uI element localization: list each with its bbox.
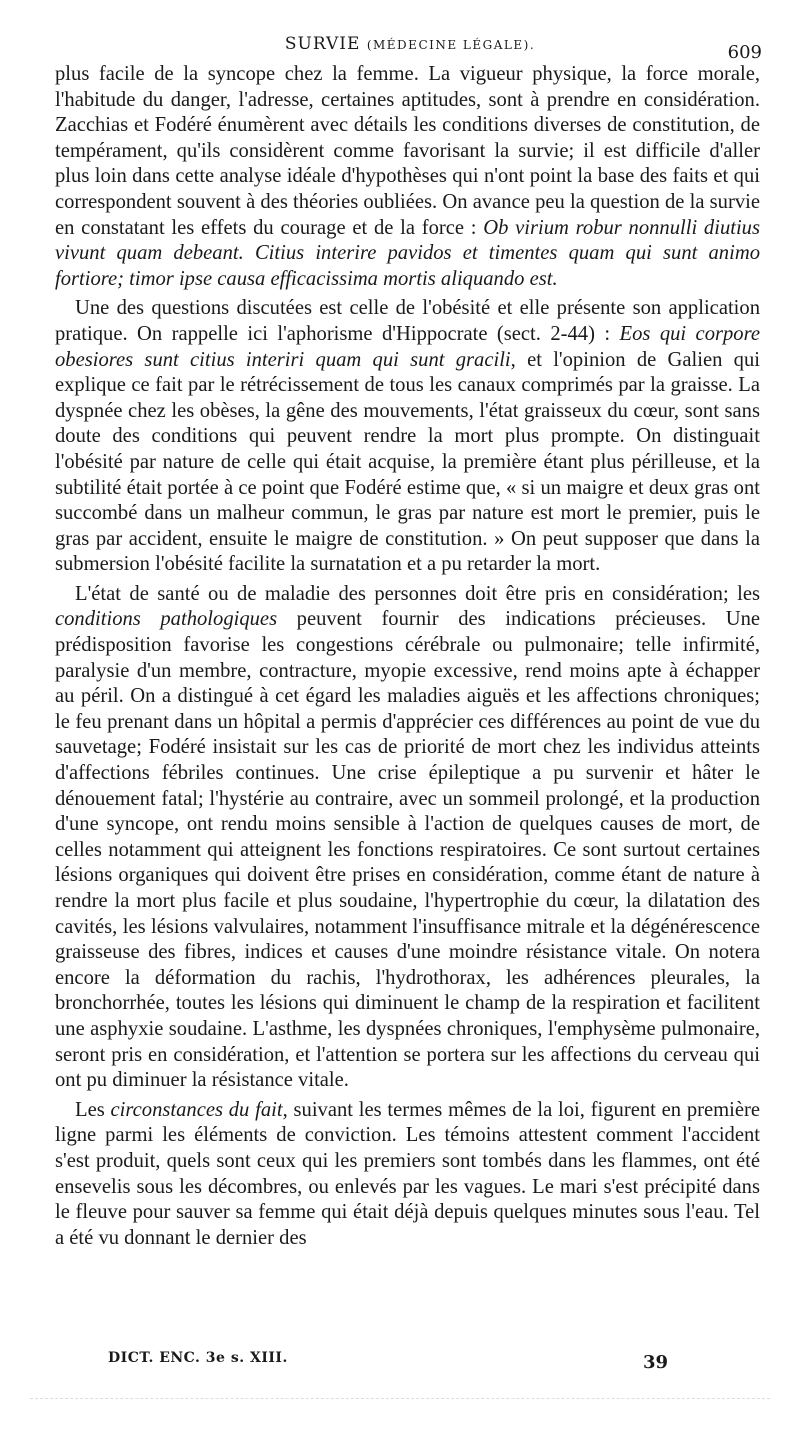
paragraph-4 [55,1098,760,1252]
paragraph-2 [55,296,760,578]
signature-mark: DICT. ENC. 3e s. XIII. [108,1350,288,1366]
running-title-main: SURVIE [284,34,361,54]
italic-term: circonstances du fait [110,1098,283,1121]
running-title-subtitle: (MÉDECINE LÉGALE). [366,38,536,52]
text-run: peuvent fournir des indications précieuses. Une prédisposition favorise les congestions cérébrale ou pulmonaire; telle infirmité, paralysie d'un membre, contracture, myopie excessive, rend moins apte à échapper au péril. On a distingué à cet égard les maladies aiguës et les affections chroniques; le feu prenant dans un hôpital a permis d'apprécier ces différences au point de vue du sauvetage; Fodéré insistait sur les cas de priorité de mort chez les individus atteints d'affections fébriles continues. Une crise épileptique a pu survenir et hâter le dénouement fatal; l'hystérie au contraire, avec un sommeil prolongé, et la production d'une syncope, ont rendu moins sensible à l'action de quelques causes de mort, de celles notamment qui atteignent les fonctions respiratoires. Ce sont surtout certaines lésions organiques qui doivent être prises en considération, comme étant de nature à rendre la mort plus facile et plus soudaine, l'hypertrophie du cœur, la dilatation des cavités, les lésions valvulaires, notamment l'insuffisance mitrale et la dégénérescence graisseuse des fibres, indices et causes d'une moindre résistance vitale. On notera encore la déformation du rachis, l'hydrothorax, les adhérences pleurales, la bronchorrhée, toutes les lésions qui diminuent le champ de la respiration et facilitent une asphyxie soudaine. L'asthme, les dyspnées chroniques, l'emphysème pulmonaire, seront pris en considération, et l'attention se portera sur les affections du cerveau qui ont pu diminuer la résistance vitale. [55,608,761,1092]
body-text [55,62,760,1251]
page-number: 609 [727,42,762,63]
text-run: Une des questions discutées est celle de l'obésité et elle présente son application pratique. On rappelle ici l'aphorisme d'Hippocrate (sect. 2-44) : [55,297,760,345]
paragraph-3 [55,582,760,1094]
text-run: , suivant les termes mêmes de la loi, figurent en première ligne parmi les éléments de conviction. Les témoins attestent comment l'accident s'est produit, quels sont ceux qui les premiers sont tombés dans les flammes, ont été ensevelis sous les décombres, ou enlevés par les vagues. Le mari s'est précipité dans le fleuve pour sauver sa femme qui était déjà depuis quelques minutes sous l'eau. Tel a été vu donnant le dernier des [55,1098,761,1249]
running-head [60,34,762,63]
text-run: plus facile de la syncope chez la femme. La vigueur physique, la force morale, l'habitude du danger, l'adresse, certaines aptitudes, sont à prendre en considération. Zacchias et Fodéré énumèrent avec détails les conditions diverses de constitution, de tempérament, qu'ils considèrent comme favorisant la survie; il est difficile d'aller plus loin dans cette analyse idéale d'hypothèses qui n'ont point la base des faits et qui correspondent souvent à des théories oubliées. On avance peu la question de la survie en constatant les effets du courage et de la force : [55,63,760,239]
running-title [60,34,760,54]
bottom-edge-rule [30,1398,770,1399]
page-footer [108,1350,668,1372]
text-run: , et l'opinion de Galien qui explique ce fait par le rétrécissement de tous les canaux comprimés par la graisse. La dyspnée chez les obèses, la gêne des mouvements, l'état graisseux du cœur, sont sans doute des conditions qui peuvent rendre la mort plus prompte. On distinguait l'obésité par nature de celle qui était acquise, la première étant plus périlleuse, et la subtilité était portée à ce point que Fodéré estime que, « si un maigre et deux gras ont succombé dans un malheur commun, le gras par nature est mort le premier, puis le gras par accident, ensuite le maigre de constitution. » On peut supposer que dans la submersion l'obésité facilite la surnatation et a pu retarder la mort. [55,348,760,576]
text-run: L'état de santé ou de maladie des personnes doit être pris en considération; les [75,582,760,605]
folio-number: 39 [642,1352,668,1373]
paragraph-1 [55,62,760,292]
text-run: Les [75,1098,111,1121]
latin-quotation: Ob virium robur nonnulli diutius vivunt quam debeant. Citius interire pavidos et timentes quam qui sunt animo fortiore; timor ipse causa efficacissima mortis aliquando est. [55,216,760,290]
latin-aphorism: Eos qui corpore obesiores sunt citius interiri quam qui sunt gracili [55,322,760,371]
italic-term: conditions pathologiques [55,608,278,631]
